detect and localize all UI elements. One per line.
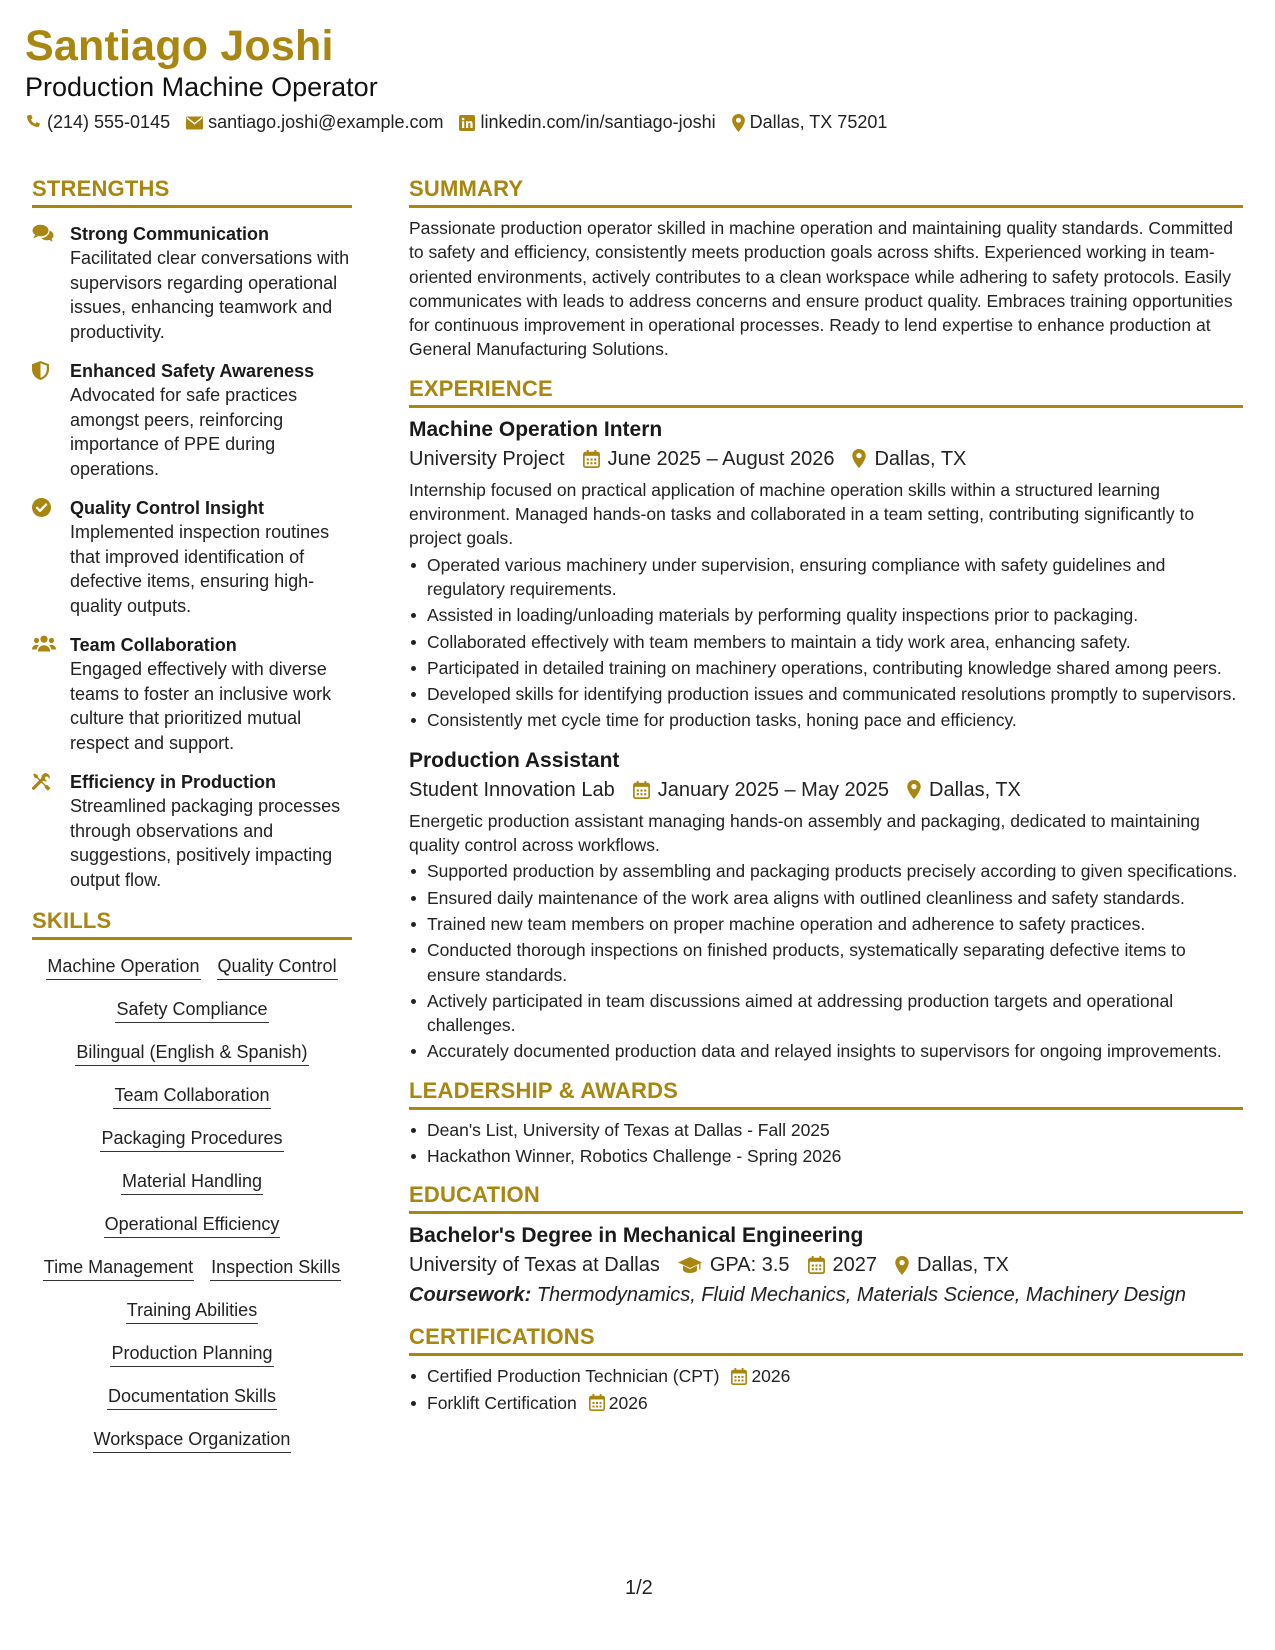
tools-icon xyxy=(32,772,51,791)
cert-name: Certified Production Technician (CPT) xyxy=(427,1366,720,1387)
map-marker-icon xyxy=(907,780,921,799)
strength-desc: Engaged effectively with diverse teams to foster an inclusive work culture that prioritized mutual respect and support. xyxy=(70,659,332,753)
list-item: Participated in detailed training on machinery operations, contributing knowledge shared among peers. xyxy=(409,656,1243,680)
candidate-name: Santiago Joshi xyxy=(25,22,334,70)
envelope-icon xyxy=(186,116,203,130)
list-item: Developed skills for identifying production issues and communicated resolutions promptly to supervisors. xyxy=(409,682,1243,706)
summary-text: Passionate production operator skilled in machine operation and maintaining quality standards. Committed to safety and efficiency, consistently meets production goals across shifts. Experienced working in team-oriented environments, actively contributes to a clean workspace while adhering to safety protocols. Easily communicates with leads to address concerns and ensure product quality. Embraces training opportunities for continuous improvement in operational processes. Ready to lend expertise to enhance production at General Manufacturing Solutions. xyxy=(409,218,1233,360)
strength-item xyxy=(32,633,352,755)
list-item: Dean's List, University of Texas at Dallas - Fall 2025 xyxy=(409,1118,1243,1142)
contact-location xyxy=(732,112,888,133)
degree-title: Bachelor's Degree in Mechanical Engineering xyxy=(409,1224,864,1248)
skill-tag: Workspace Organization xyxy=(93,1428,292,1453)
strength-desc: Advocated for safe practices amongst peers, reinforcing importance of PPE during operations. xyxy=(70,385,298,479)
school-location: Dallas, TX xyxy=(917,1254,1009,1277)
contact-linkedin[interactable] xyxy=(459,112,715,133)
skill-tag: Documentation Skills xyxy=(107,1385,277,1410)
skill-tag: Production Planning xyxy=(110,1342,273,1367)
job-location: Dallas, TX xyxy=(874,447,967,470)
skill-tag: Operational Efficiency xyxy=(104,1213,281,1238)
calendar-icon xyxy=(589,1394,605,1411)
job-description: Energetic production assistant managing hands-on assembly and packaging, dedicated to maintaining quality control across workflows. xyxy=(409,810,1200,856)
list-item: Actively participated in team discussions aimed at addressing production targets and operational challenges. xyxy=(409,989,1243,1038)
phone-icon xyxy=(25,114,42,131)
job-dates: June 2025 – August 2026 xyxy=(607,447,835,470)
left-column xyxy=(32,176,352,1464)
job-title: Machine Operation Intern xyxy=(409,417,663,441)
strength-item xyxy=(32,222,352,344)
skill-tag: Training Abilities xyxy=(126,1299,258,1324)
skills-heading: SKILLS xyxy=(32,908,352,940)
contact-phone xyxy=(25,112,170,133)
calendar-icon xyxy=(633,781,650,799)
experience-heading: EXPERIENCE xyxy=(409,376,1243,408)
cert-year: 2026 xyxy=(608,1392,648,1413)
shield-icon xyxy=(32,361,49,380)
list-item xyxy=(409,1364,1243,1388)
candidate-title: Production Machine Operator xyxy=(25,72,378,102)
users-icon xyxy=(32,635,56,652)
cert-year: 2026 xyxy=(751,1366,791,1387)
list-item: Consistently met cycle time for production tasks, honing pace and efficiency. xyxy=(409,708,1243,732)
map-marker-icon xyxy=(732,114,745,132)
list-item: Hackathon Winner, Robotics Challenge - Spring 2026 xyxy=(409,1144,1243,1168)
gpa-text: GPA: 3.5 xyxy=(709,1254,790,1277)
job-entry xyxy=(409,747,1243,1064)
list-item: Operated various machinery under supervision, ensuring compliance with safety guidelines and regulatory requirements. xyxy=(409,553,1243,602)
skill-tag: Machine Operation xyxy=(46,955,200,980)
map-marker-icon xyxy=(895,1256,909,1275)
coursework-text: Thermodynamics, Fluid Mechanics, Materials Science, Machinery Design xyxy=(536,1284,1186,1307)
graduation-cap-icon xyxy=(678,1257,702,1274)
job-org: University Project xyxy=(409,447,565,470)
strength-item xyxy=(32,770,352,892)
linkedin-icon xyxy=(459,115,475,131)
email-link[interactable]: santiago.joshi@example.com xyxy=(208,112,444,132)
job-org: Student Innovation Lab xyxy=(409,778,615,801)
school-name: University of Texas at Dallas xyxy=(409,1254,660,1277)
summary-heading: SUMMARY xyxy=(409,176,1243,208)
skill-tag: Time Management xyxy=(43,1256,194,1281)
phone-text: (214) 555-0145 xyxy=(47,112,171,132)
job-bullets xyxy=(409,553,1243,733)
strength-title: Enhanced Safety Awareness xyxy=(70,361,315,381)
job-meta xyxy=(409,775,1243,805)
list-item: Accurately documented production data and relayed insights to supervisors for ongoing improvements. xyxy=(409,1039,1243,1063)
skill-tag: Packaging Procedures xyxy=(100,1127,283,1152)
job-dates: January 2025 – May 2025 xyxy=(657,778,890,801)
strength-title: Efficiency in Production xyxy=(70,772,277,792)
job-meta xyxy=(409,444,1243,474)
strength-desc: Facilitated clear conversations with supervisors regarding operational issues, enhancing teamwork and productivity. xyxy=(70,248,350,342)
strength-title: Team Collaboration xyxy=(70,635,237,655)
comments-icon xyxy=(32,224,54,242)
strengths-heading: STRENGTHS xyxy=(32,176,352,208)
coursework-label: Coursework: xyxy=(409,1284,532,1307)
skill-tag: Team Collaboration xyxy=(113,1084,270,1109)
page-number: 1/2 xyxy=(625,1577,653,1599)
list-item: Ensured daily maintenance of the work area aligns with outlined cleanliness and safety standards. xyxy=(409,886,1243,910)
list-item xyxy=(409,1391,1243,1415)
linkedin-link[interactable]: linkedin.com/in/santiago-joshi xyxy=(480,112,716,132)
awards-heading: LEADERSHIP & AWARDS xyxy=(409,1078,1243,1110)
check-circle-icon xyxy=(32,498,51,517)
certifications-heading: CERTIFICATIONS xyxy=(409,1324,1243,1356)
strength-desc: Implemented inspection routines that improved identification of defective items, ensuring high-quality outputs. xyxy=(70,522,330,616)
list-item: Trained new team members on proper machine operation and adherence to safety practices. xyxy=(409,912,1243,936)
list-item: Collaborated effectively with team members to maintain a tidy work area, enhancing safety. xyxy=(409,630,1243,654)
calendar-icon xyxy=(731,1368,747,1385)
contact-bar xyxy=(25,112,903,133)
strength-title: Quality Control Insight xyxy=(70,498,264,518)
cert-name: Forklift Certification xyxy=(427,1392,577,1413)
strength-title: Strong Communication xyxy=(70,224,269,244)
skill-tag: Bilingual (English & Spanish) xyxy=(75,1041,308,1066)
skill-tag: Safety Compliance xyxy=(115,998,268,1023)
graduation-year: 2027 xyxy=(832,1254,878,1277)
job-bullets xyxy=(409,859,1243,1063)
map-marker-icon xyxy=(852,449,866,468)
location-text: Dallas, TX 75201 xyxy=(749,112,888,132)
education-heading: EDUCATION xyxy=(409,1182,1243,1214)
coursework-line xyxy=(409,1280,1243,1310)
strength-desc: Streamlined packaging processes through observations and suggestions, positively impacting output flow. xyxy=(70,796,341,890)
list-item: Supported production by assembling and packaging products precisely according to given specifications. xyxy=(409,859,1243,883)
skills-list xyxy=(32,948,352,1464)
list-item: Assisted in loading/unloading materials by performing quality inspections prior to packaging. xyxy=(409,603,1243,627)
list-item: Conducted thorough inspections on finished products, systematically separating defective items to ensure standards. xyxy=(409,938,1243,987)
skill-tag: Material Handling xyxy=(121,1170,263,1195)
education-meta xyxy=(409,1250,1243,1280)
skill-tag: Inspection Skills xyxy=(210,1256,341,1281)
right-column xyxy=(409,176,1243,1417)
job-description: Internship focused on practical application of machine operation skills within a structured learning environment. Managed hands-on tasks and collaborated in a team setting, contributing significantly to project goals. xyxy=(409,479,1195,549)
awards-list xyxy=(409,1118,1243,1169)
job-entry xyxy=(409,416,1243,733)
certifications-list xyxy=(409,1364,1243,1415)
job-title: Production Assistant xyxy=(409,748,620,772)
job-location: Dallas, TX xyxy=(929,778,1021,801)
contact-email[interactable] xyxy=(186,112,443,133)
strength-item xyxy=(32,496,352,618)
strength-item xyxy=(32,359,352,481)
calendar-icon xyxy=(808,1256,825,1274)
skill-tag: Quality Control xyxy=(217,955,338,980)
calendar-icon xyxy=(583,450,600,468)
